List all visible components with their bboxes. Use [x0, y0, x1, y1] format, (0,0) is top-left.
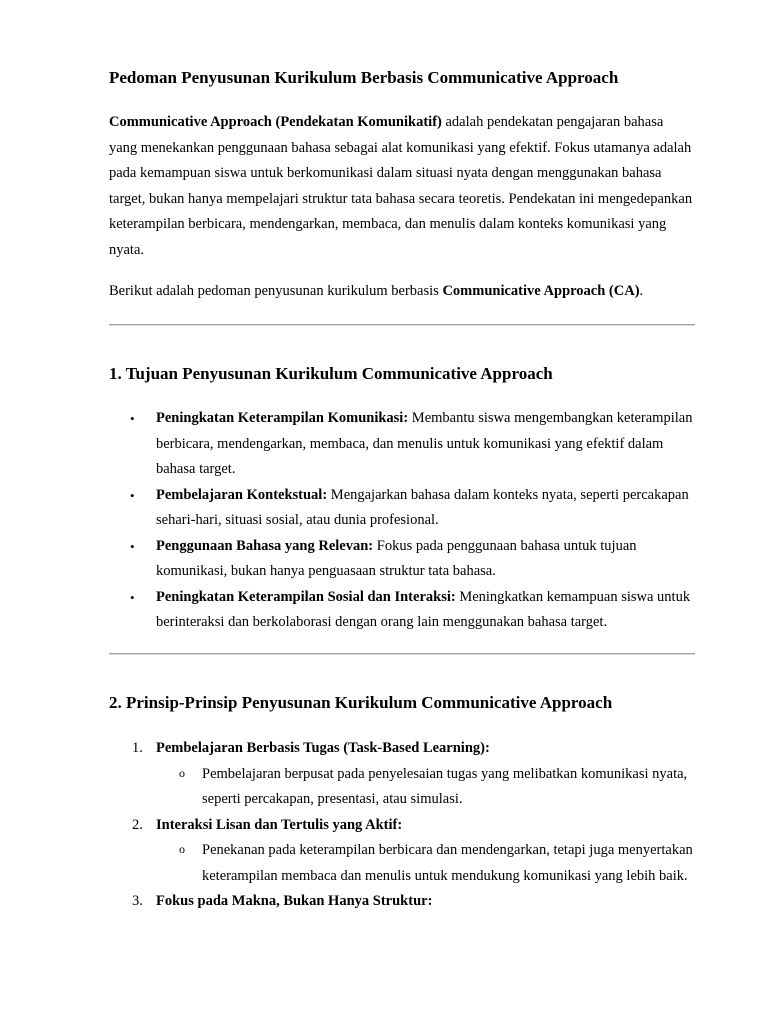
item-text: Fokus pada penggunaan bahasa untuk tujuan komunikasi, bukan hanya penguasaan struktur tata bahasa.: [156, 537, 637, 579]
bullet-icon: •: [130, 589, 135, 605]
section-2-heading: 2. Prinsip-Prinsip Penyusunan Kurikulum Communicative Approach: [109, 693, 613, 712]
bullet-icon: •: [130, 487, 135, 503]
item-number: 2.: [132, 816, 143, 833]
item-label: Fokus pada Makna, Bukan Hanya Struktur:: [156, 893, 433, 909]
item-label: Pembelajaran Berbasis Tugas (Task-Based Learning):: [156, 740, 490, 756]
item-number: 3.: [132, 893, 143, 909]
sub-item-text: Pembelajaran berpusat pada penyelesaian tugas yang melibatkan komunikasi nyata, seperti percakapan, presentasi, atau simulasi.: [202, 765, 688, 807]
section-1-heading: 1. Tujuan Penyusunan Kurikulum Communicative Approach: [109, 364, 553, 383]
sub-item: [156, 838, 695, 889]
bullet-icon: •: [130, 411, 135, 426]
item-text: Meningkatkan kemampuan siswa untuk berinteraksi dan berkolaborasi dengan orang lain menggunakan bahasa target.: [156, 588, 691, 630]
item-label: Penggunaan Bahasa yang Relevan:: [156, 537, 374, 554]
list-item: [109, 585, 695, 636]
list-item: [109, 406, 695, 483]
list-item: [109, 483, 695, 534]
item-label: Peningkatan Keterampilan Sosial dan Interaksi:: [156, 588, 456, 605]
bullet-icon: •: [130, 538, 135, 554]
lead-paragraph: [109, 279, 695, 305]
document-title: Pedoman Penyusunan Kurikulum Berbasis Communicative Approach: [109, 68, 619, 87]
circle-bullet-icon: o: [179, 765, 185, 780]
numbered-item: [109, 813, 695, 890]
intro-term: Communicative Approach (Pendekatan Komunikatif): [109, 114, 442, 130]
horizontal-divider: [109, 653, 695, 655]
horizontal-divider: [109, 324, 695, 326]
lead-end: .: [639, 283, 644, 299]
intro-text: adalah pendekatan pengajaran bahasa yang menekankan penggunaan bahasa sebagai alat komunikasi yang efektif. Fokus utamanya adalah pada kemampuan siswa untuk berkomunikasi dalam situasi nyata dengan menggunakan bahasa target, bukan hanya mempelajari struktur tata bahasa secara teoretis. Pendekatan ini mengedepankan keterampilan berbicara, mendengarkan, membaca, dan menulis dalam konteks komunikasi yang nyata.: [109, 114, 693, 258]
item-label: Pembelajaran Kontekstual:: [156, 486, 328, 503]
item-number: 1.: [132, 740, 143, 756]
sub-item: [156, 762, 695, 813]
lead-term: Communicative Approach (CA): [442, 283, 640, 299]
section-2-list: [109, 736, 695, 915]
intro-paragraph: [109, 110, 695, 263]
circle-bullet-icon: o: [179, 842, 185, 856]
list-item: [109, 534, 695, 585]
item-text: Membantu siswa mengembangkan keterampilan berbicara, mendengarkan, membaca, dan menulis untuk komunikasi yang efektif dalam bahasa target.: [156, 410, 693, 477]
sub-list: [156, 762, 695, 813]
numbered-item: [109, 889, 695, 915]
lead-text: Berikut adalah pedoman penyusunan kurikulum berbasis: [109, 283, 443, 299]
item-label: Interaksi Lisan dan Tertulis yang Aktif:: [156, 816, 403, 833]
item-label: Peningkatan Keterampilan Komunikasi:: [156, 410, 409, 426]
item-text: Mengajarkan bahasa dalam konteks nyata, seperti percakapan sehari-hari, situasi sosial, atau dunia profesional.: [156, 486, 689, 528]
section-1-list: [109, 406, 695, 636]
sub-list: [156, 838, 695, 889]
sub-item-text: Penekanan pada keterampilan berbicara dan mendengarkan, tetapi juga menyertakan keterampilan membaca dan menulis untuk mendukung komunikasi yang lebih baik.: [202, 842, 693, 884]
numbered-item: [109, 736, 695, 813]
